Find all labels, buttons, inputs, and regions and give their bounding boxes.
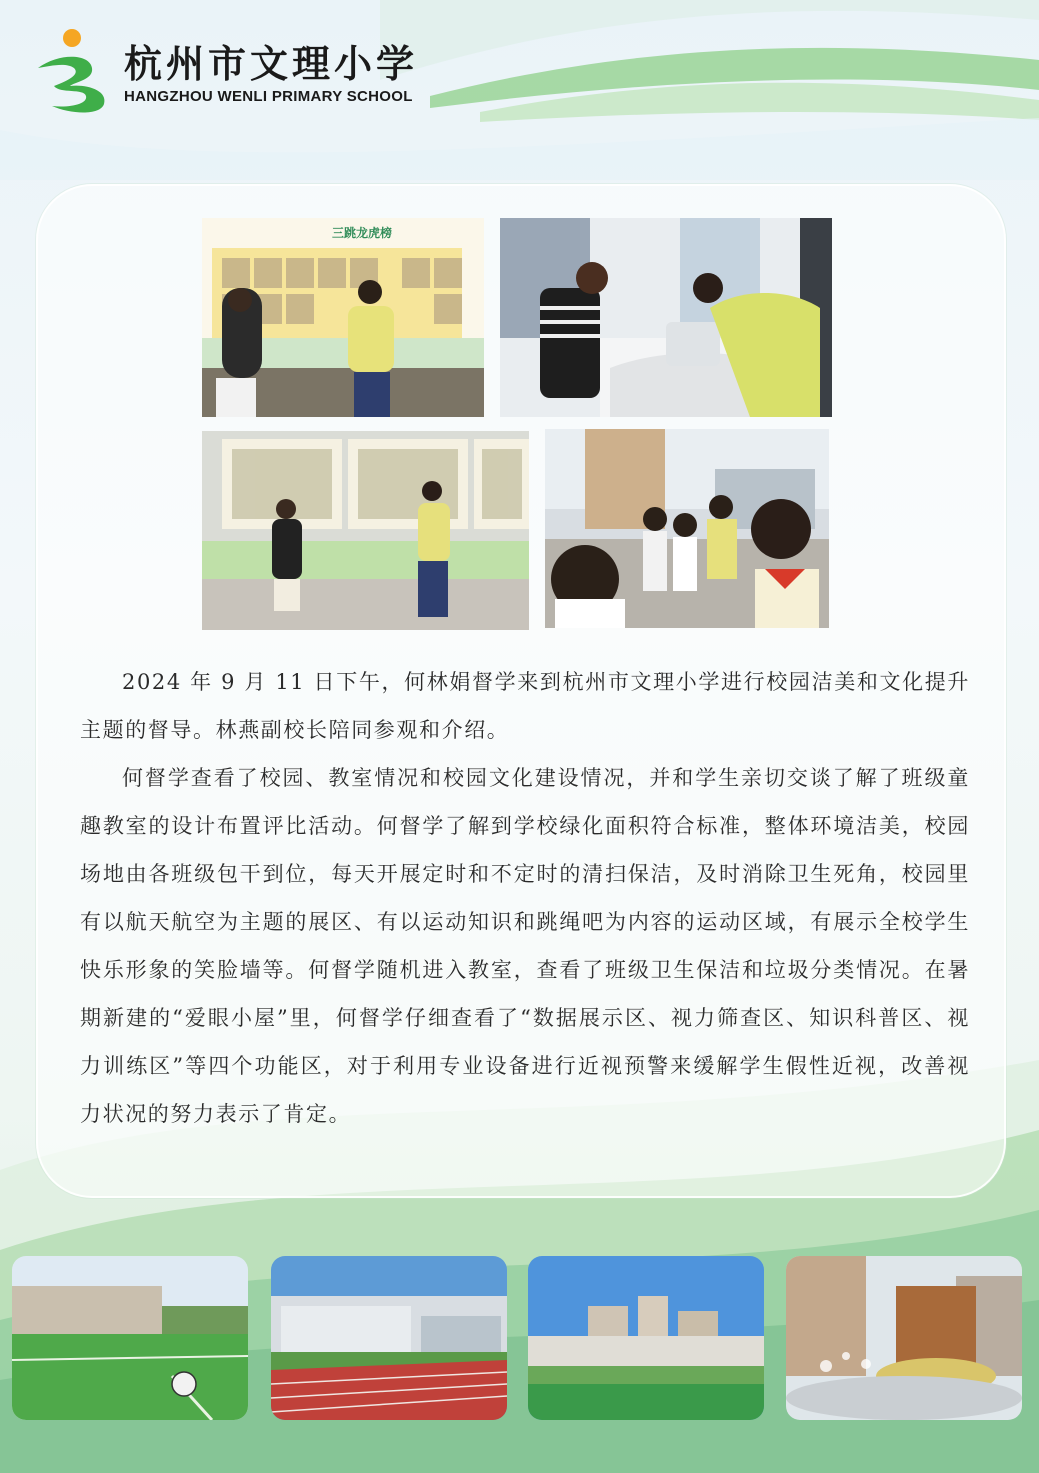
school-logo-icon — [30, 24, 120, 116]
school-name-english: HANGZHOU WENLI PRIMARY SCHOOL — [124, 88, 413, 105]
article-paragraph-2: 何督学查看了校园、教室情况和校园文化建设情况，并和学生亲切交谈了解了班级童趣教室的设计布置评比活动。何督学了解到学校绿化面积符合标准，整体环境洁美，校园场地由各班级包干到位，每天开展定时和不定时的清扫保洁，及时消除卫生死角，校园里有以航天航空为主题的展区、有以运动知识和跳绳吧为内容的运动区域，有展示全校学生快乐形象的笑脸墙等。何督学随机进入教室，查看了班级卫生保洁和垃圾分类情况。在暑期新建的“爱眼小屋”里，何督学仔细查看了“数据展示区、视力筛查区、知识科普区、视力训练区”等四个功能区，对于利用专业设备进行近视预警来缓解学生假性近视，改善视力状况的努力表示了肯定。 — [80, 766, 970, 1126]
photo-eye-care-room — [500, 218, 832, 417]
honor-board-sign: 三跳龙虎榜 — [332, 226, 393, 240]
school-name-chinese: 杭州市文理小学 — [124, 42, 419, 86]
thumb-campus-buildings — [528, 1256, 764, 1420]
thumb-football-field — [12, 1256, 248, 1420]
thumb-running-track — [271, 1256, 507, 1420]
photo-smile-wall — [202, 431, 529, 630]
thumb-fountain — [786, 1256, 1022, 1420]
article-paragraph-1: 2024 年 9 月 11 日下午，何林娟督学来到杭州市文理小学进行校园洁美和文化提升主题的督导。林燕副校长陪同参观和介绍。 — [80, 670, 970, 742]
photo-students-talk — [545, 429, 829, 628]
article-body — [80, 658, 970, 1138]
photo-honor-board — [202, 218, 484, 417]
